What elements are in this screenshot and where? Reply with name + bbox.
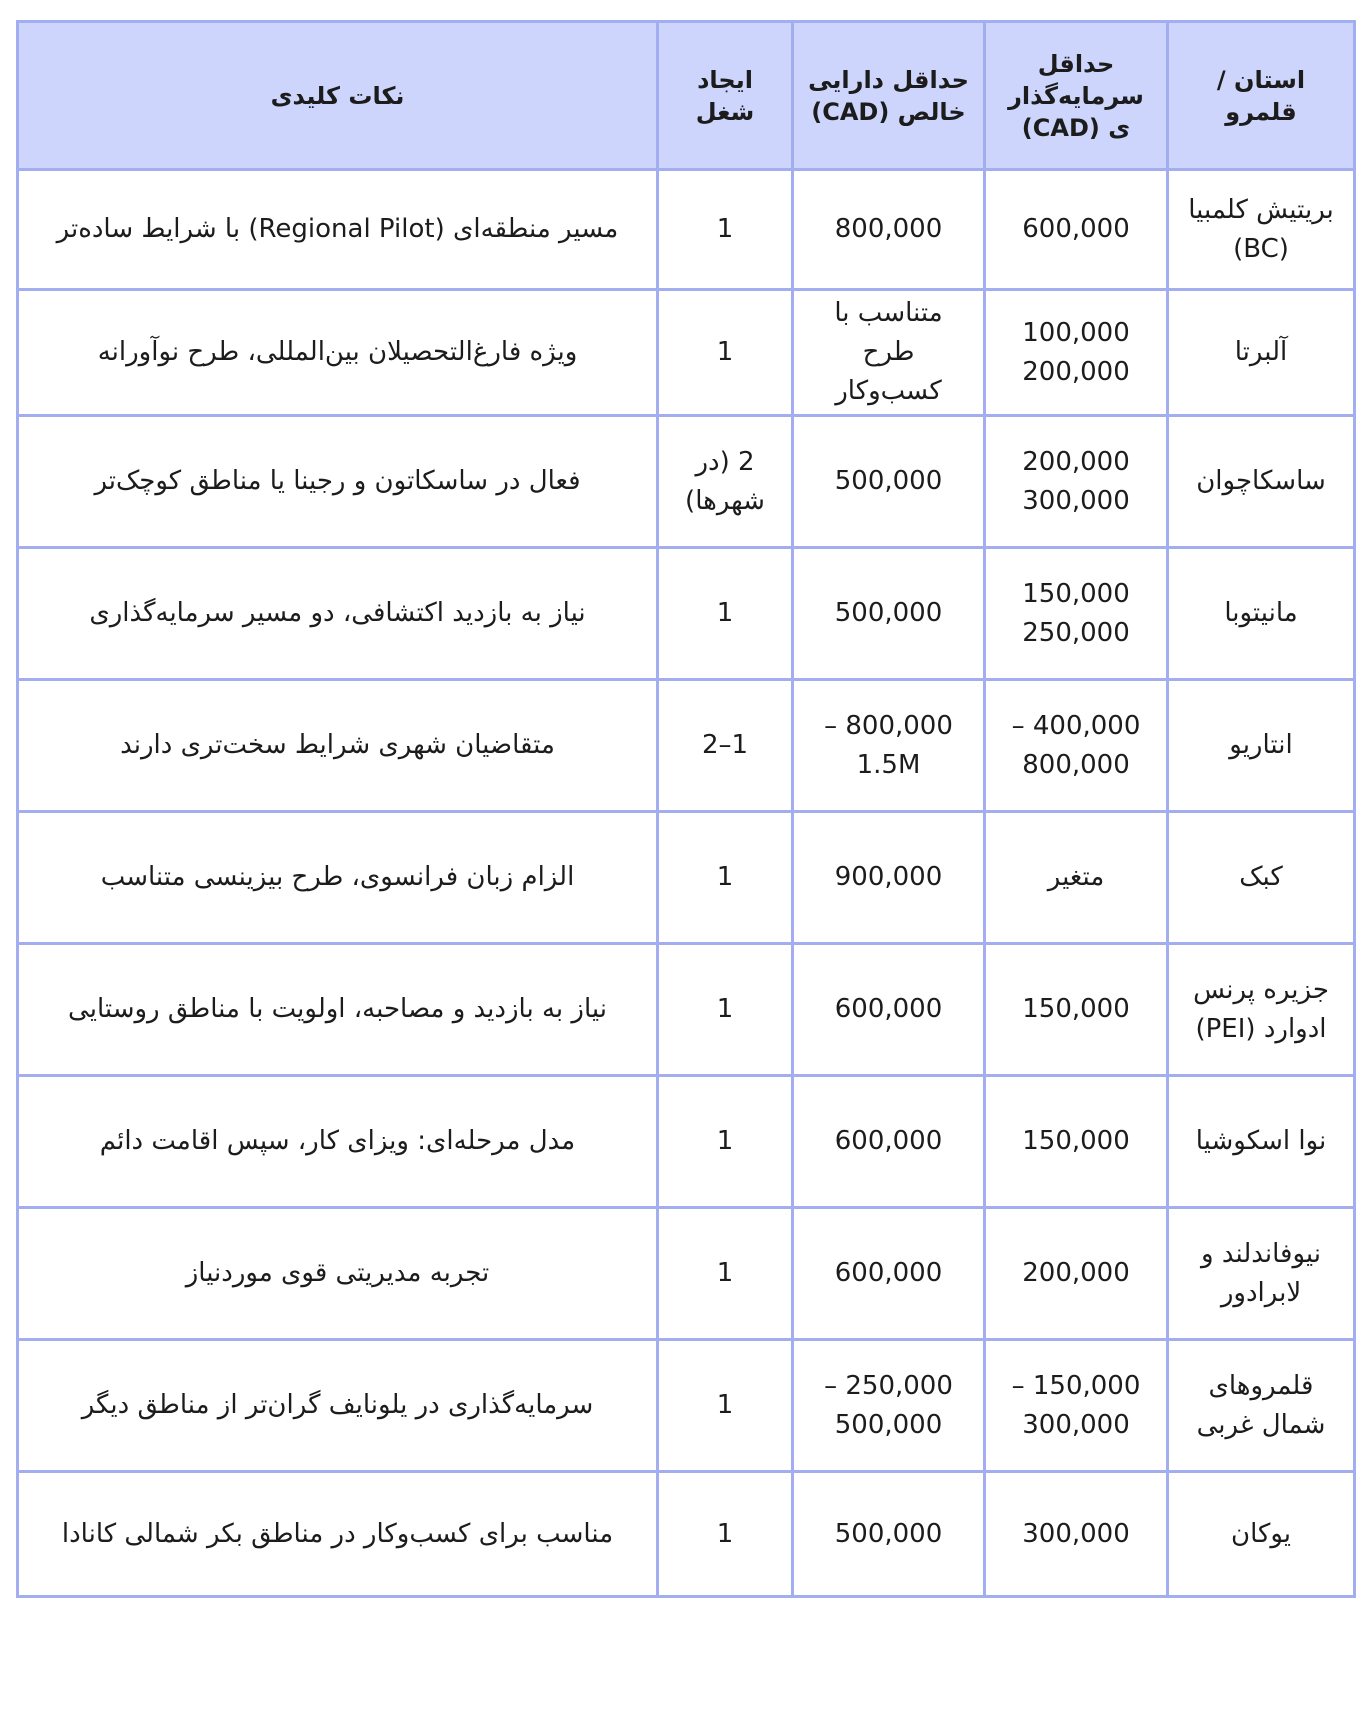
- table-row: [18, 1208, 1355, 1340]
- cell-notes: فعال در ساسکاتون و رجینا یا مناطق کوچک‌تر: [18, 416, 658, 548]
- header-job-creation: ایجاد شغل: [658, 22, 793, 170]
- cell-jobs: 1: [658, 812, 793, 944]
- table-row: [18, 1076, 1355, 1208]
- cell-province: بریتیش کلمبیا (BC): [1168, 170, 1355, 290]
- cell-net-worth: 500,000: [793, 416, 985, 548]
- cell-net-worth: 500,000: [793, 1472, 985, 1597]
- table-row: [18, 1340, 1355, 1472]
- cell-jobs: 1: [658, 170, 793, 290]
- cell-investment: 100,000 200,000: [985, 290, 1168, 416]
- cell-net-worth: 500,000: [793, 548, 985, 680]
- cell-notes: مدل مرحله‌ای: ویزای کار، سپس اقامت دائم: [18, 1076, 658, 1208]
- table-row: [18, 548, 1355, 680]
- cell-notes: الزام زبان فرانسوی، طرح بیزینسی متناسب: [18, 812, 658, 944]
- cell-notes: مسیر منطقه‌ای (Regional Pilot) با شرایط ساده‌تر: [18, 170, 658, 290]
- cell-net-worth: 800,000: [793, 170, 985, 290]
- cell-net-worth: 900,000: [793, 812, 985, 944]
- cell-investment: 600,000: [985, 170, 1168, 290]
- cell-notes: سرمایه‌گذاری در یلونایف گران‌تر از مناطق دیگر: [18, 1340, 658, 1472]
- cell-investment: 300,000: [985, 1472, 1168, 1597]
- cell-investment: 200,000 300,000: [985, 416, 1168, 548]
- cell-province: مانیتوبا: [1168, 548, 1355, 680]
- cell-net-worth: 250,000 – 500,000: [793, 1340, 985, 1472]
- table-row: [18, 170, 1355, 290]
- cell-province: کبک: [1168, 812, 1355, 944]
- cell-net-worth: 600,000: [793, 1076, 985, 1208]
- cell-province: یوکان: [1168, 1472, 1355, 1597]
- cell-investment: 150,000: [985, 1076, 1168, 1208]
- cell-jobs: 1: [658, 944, 793, 1076]
- header-province: استان / قلمرو: [1168, 22, 1355, 170]
- cell-province: ساسکاچوان: [1168, 416, 1355, 548]
- cell-investment: متغیر: [985, 812, 1168, 944]
- cell-province: نوا اسکوشیا: [1168, 1076, 1355, 1208]
- header-key-notes: نکات کلیدی: [18, 22, 658, 170]
- cell-jobs: 1–2: [658, 680, 793, 812]
- cell-net-worth: 600,000: [793, 944, 985, 1076]
- cell-province: انتاریو: [1168, 680, 1355, 812]
- cell-province: جزیره پرنس ادوارد (PEI): [1168, 944, 1355, 1076]
- cell-investment: 150,000: [985, 944, 1168, 1076]
- header-row: [18, 22, 1355, 170]
- table-row: [18, 944, 1355, 1076]
- cell-province: قلمروهای شمال غربی: [1168, 1340, 1355, 1472]
- table-row: [18, 812, 1355, 944]
- cell-investment: 150,000 – 300,000: [985, 1340, 1168, 1472]
- cell-notes: نیاز به بازدید اکتشافی، دو مسیر سرمایه‌گذاری: [18, 548, 658, 680]
- table-row: [18, 290, 1355, 416]
- table-row: [18, 1472, 1355, 1597]
- cell-investment: 150,000 250,000: [985, 548, 1168, 680]
- cell-notes: مناسب برای کسب‌وکار در مناطق بکر شمالی کانادا: [18, 1472, 658, 1597]
- header-min-investment: حداقل سرمایه‌گذاری (CAD): [985, 22, 1168, 170]
- cell-jobs: 1: [658, 548, 793, 680]
- investment-table: [16, 20, 1356, 1598]
- cell-investment: 400,000 – 800,000: [985, 680, 1168, 812]
- cell-notes: تجربه مدیریتی قوی موردنیاز: [18, 1208, 658, 1340]
- cell-jobs: 1: [658, 1208, 793, 1340]
- cell-province: آلبرتا: [1168, 290, 1355, 416]
- cell-net-worth: 600,000: [793, 1208, 985, 1340]
- cell-net-worth: متناسب با طرح کسب‌وکار: [793, 290, 985, 416]
- cell-notes: نیاز به بازدید و مصاحبه، اولویت با مناطق روستایی: [18, 944, 658, 1076]
- header-min-net-worth: حداقل دارایی خالص (CAD): [793, 22, 985, 170]
- table-row: [18, 416, 1355, 548]
- cell-province: نیوفاندلند و لابرادور: [1168, 1208, 1355, 1340]
- cell-jobs: 1: [658, 290, 793, 416]
- cell-notes: متقاضیان شهری شرایط سخت‌تری دارند: [18, 680, 658, 812]
- cell-investment: 200,000: [985, 1208, 1168, 1340]
- cell-jobs: 1: [658, 1076, 793, 1208]
- cell-jobs: 2 (در شهرها): [658, 416, 793, 548]
- cell-jobs: 1: [658, 1472, 793, 1597]
- table-row: [18, 680, 1355, 812]
- cell-jobs: 1: [658, 1340, 793, 1472]
- cell-net-worth: 800,000 – 1.5M: [793, 680, 985, 812]
- cell-notes: ویژه فارغ‌التحصیلان بین‌المللی، طرح نوآورانه: [18, 290, 658, 416]
